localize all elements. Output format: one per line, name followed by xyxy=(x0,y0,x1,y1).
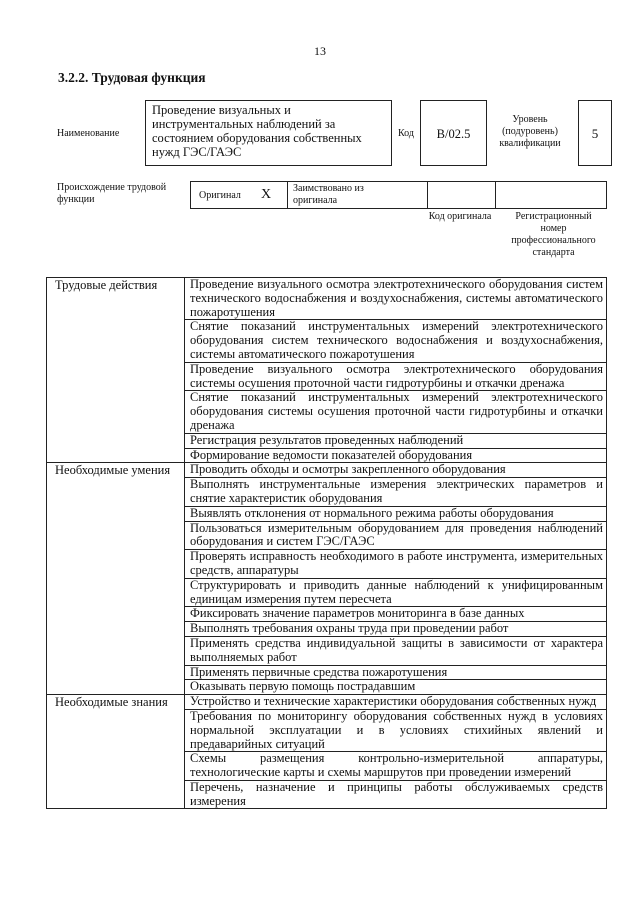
level-label: Уровень (подуровень) квалификации xyxy=(499,114,561,149)
original-mark: X xyxy=(261,187,272,202)
function-name: Проведение визуальных и инструментальных наблюдений за состоянием оборудования собственных нужд ГЭС/ГАЭС xyxy=(152,103,362,159)
item-cell: Оказывать первую помощь пострадавшим xyxy=(185,680,607,695)
item-cell: Устройство и технические характеристики оборудования собственных нужд xyxy=(185,695,607,710)
registration-number-caption: Регистрационный номер профессионального стандарта xyxy=(511,211,596,258)
level-box xyxy=(578,100,612,166)
category-cell: Необходимые умения xyxy=(47,463,185,695)
item-cell: Регистрация результатов проведенных наблюдений xyxy=(185,433,607,448)
item-cell: Структурировать и приводить данные наблюдений к унифицированным единицам измерения путем пересчета xyxy=(185,578,607,607)
item-cell: Проведение визуального осмотра электротехнического оборудования системы осушения проточной части гидротурбины и откачки дренажа xyxy=(185,362,607,391)
name-value-box xyxy=(145,100,392,166)
table-row xyxy=(47,278,607,320)
level-value: 5 xyxy=(591,126,599,141)
origin-row xyxy=(190,181,607,209)
code-label: Код xyxy=(398,128,414,139)
table-row xyxy=(47,463,607,478)
item-cell: Схемы размещения контрольно-измерительной аппаратуры, технологические карты и схемы маршрутов при проведении измерений xyxy=(185,752,607,781)
item-cell: Выполнять требования охраны труда при проведении работ xyxy=(185,622,607,637)
origin-divider xyxy=(495,181,496,209)
item-cell: Применять первичные средства пожаротушения xyxy=(185,665,607,680)
item-cell: Проверять исправность необходимого в работе инструмента, измерительных средств, аппаратуры xyxy=(185,550,607,579)
origin-divider xyxy=(287,181,288,209)
item-cell: Пользоваться измерительным оборудованием для проведения наблюдений оборудования и систем ГЭС/ГАЭС xyxy=(185,521,607,550)
item-cell: Снятие показаний инструментальных измерений электротехнического оборудования системы осушения проточной части гидротурбины и откачки дренажа xyxy=(185,391,607,433)
original-label: Оригинал xyxy=(199,190,241,201)
section-title: 3.2.2. Трудовая функция xyxy=(58,70,206,85)
item-cell: Формирование ведомости показателей оборудования xyxy=(185,448,607,463)
item-cell: Выполнять инструментальные измерения электрических параметров и снятие характеристик оборудования xyxy=(185,478,607,507)
item-cell: Проводить обходы и осмотры закрепленного оборудования xyxy=(185,463,607,478)
requirements-table xyxy=(46,277,607,809)
table-row xyxy=(47,695,607,710)
code-value: B/02.5 xyxy=(436,127,471,141)
item-cell: Требования по мониторингу оборудования собственных нужд в условиях нормальной эксплуатации и в условиях стихийных явлений и предаварийных ситуаций xyxy=(185,709,607,751)
item-cell: Снятие показаний инструментальных измерений электротехнического оборудования систем технического водоснабжения и воздухоснабжения, системы автоматического пожаротушения xyxy=(185,320,607,362)
code-box xyxy=(420,100,487,166)
page-number: 13 xyxy=(314,44,326,58)
item-cell: Применять средства индивидуальной защиты в зависимости от характера выполняемых работ xyxy=(185,636,607,665)
origin-label: Происхождение трудовой функции xyxy=(57,182,167,205)
origin-divider xyxy=(427,181,428,209)
item-cell: Фиксировать значение параметров мониторинга в базе данных xyxy=(185,607,607,622)
name-label: Наименование xyxy=(57,128,120,139)
item-cell: Выявлять отклонения от нормального режима работы оборудования xyxy=(185,506,607,521)
item-cell: Перечень, назначение и принципы работы обслуживаемых средств измерения xyxy=(185,780,607,809)
category-cell: Трудовые действия xyxy=(47,278,185,463)
code-original-caption: Код оригинала xyxy=(428,211,492,222)
category-cell: Необходимые знания xyxy=(47,695,185,809)
item-cell: Проведение визуального осмотра электротехнического оборудования систем технического водоснабжения и воздухоснабжения, системы автоматического пожаротушения xyxy=(185,278,607,320)
borrowed-label: Заимствовано из оригинала xyxy=(293,183,364,206)
